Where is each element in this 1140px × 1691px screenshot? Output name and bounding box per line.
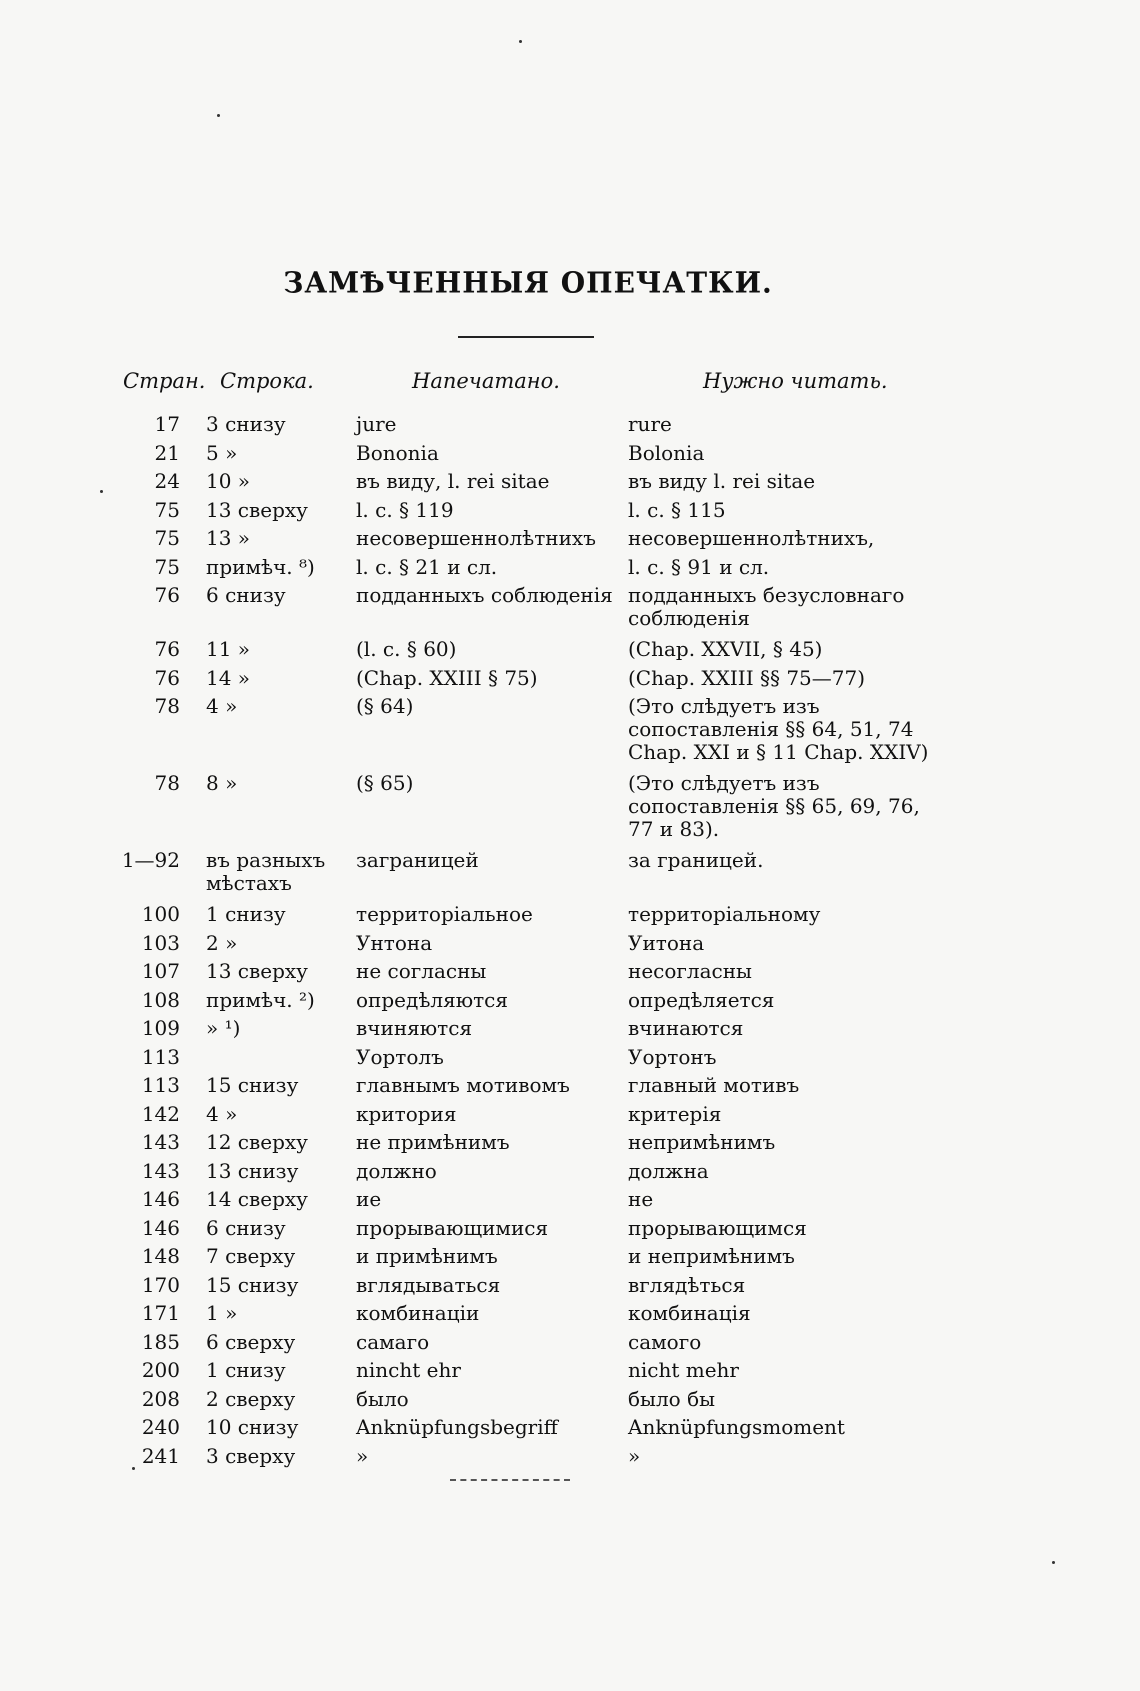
cell-printed: главнымъ мотивомъ xyxy=(356,1073,570,1097)
cell-page: 107 xyxy=(141,959,180,983)
cell-correct: Уитона xyxy=(628,930,705,955)
cell-printed: несовершеннолѣтнихъ xyxy=(356,526,596,550)
cell-page: 103 xyxy=(141,930,180,955)
cell-line: примѣч. ⁸) xyxy=(206,554,315,579)
cell-correct: вглядѣться xyxy=(628,1272,746,1297)
table-row xyxy=(108,1245,942,1274)
cell-printed: прорывающимися xyxy=(356,1215,549,1240)
cell-line: 10 » xyxy=(206,469,251,493)
cell-page: 143 xyxy=(141,1130,180,1154)
cell-page: 148 xyxy=(141,1244,180,1268)
cell-page: 76 xyxy=(154,665,180,690)
table-row xyxy=(108,1359,942,1388)
cell-correct: вчинаются xyxy=(628,1016,744,1040)
cell-line: 13 сверху xyxy=(206,959,308,983)
scan-speck xyxy=(132,1467,135,1470)
cell-correct: (Это слѣдуетъ изъ сопоставленія §§ 65, 69, 76, 77 и 83). xyxy=(628,771,920,841)
table-row xyxy=(108,527,942,556)
cell-line: 14 сверху xyxy=(206,1187,308,1211)
table-row xyxy=(108,960,942,989)
table-row xyxy=(108,442,942,471)
cell-correct: nicht mehr xyxy=(628,1358,739,1382)
table-row xyxy=(108,989,942,1018)
errata-table xyxy=(108,413,942,1473)
cell-printed: опредѣляются xyxy=(356,987,509,1012)
cell-page: 78 xyxy=(154,771,180,795)
cell-correct: должна xyxy=(628,1158,709,1183)
cell-correct: было бы xyxy=(628,1386,716,1411)
title-divider xyxy=(458,336,594,338)
cell-correct: rure xyxy=(628,412,672,436)
cell-page: 17 xyxy=(154,412,180,436)
table-row xyxy=(108,1388,942,1417)
cell-printed: вчиняются xyxy=(356,1016,473,1040)
header-printed: Напечатано. xyxy=(412,369,560,393)
scan-speck xyxy=(1052,1561,1055,1564)
cell-printed: подданныхъ соблюденія xyxy=(356,583,613,607)
cell-printed: Anknüpfungsbegriff xyxy=(356,1415,558,1439)
cell-printed: Bononia xyxy=(356,440,439,465)
cell-line: 5 » xyxy=(206,440,238,465)
cell-printed: комбинаціи xyxy=(356,1301,480,1325)
cell-page: 171 xyxy=(141,1301,180,1325)
cell-page: 75 xyxy=(154,497,180,522)
cell-page: 200 xyxy=(141,1358,180,1382)
page-title: ЗАМѢЧЕННЫЯ ОПЕЧАТКИ. xyxy=(283,265,773,300)
cell-line: 4 » xyxy=(206,694,238,718)
cell-printed: Уортолъ xyxy=(356,1044,444,1069)
table-row xyxy=(108,903,942,932)
cell-line: 15 снизу xyxy=(206,1073,299,1097)
table-row xyxy=(108,667,942,696)
cell-correct: l. c. § 91 и сл. xyxy=(628,554,770,579)
cell-printed: вглядываться xyxy=(356,1272,501,1297)
cell-page: 208 xyxy=(141,1386,180,1411)
cell-correct: l. c. § 115 xyxy=(628,497,726,522)
table-row xyxy=(108,1188,942,1217)
cell-line: въ разныхъ мѣстахъ xyxy=(206,848,326,895)
table-row xyxy=(108,1074,942,1103)
cell-correct: въ виду l. rei sitae xyxy=(628,469,816,493)
scan-speck xyxy=(100,490,103,493)
cell-printed: l. c. § 21 и сл. xyxy=(356,554,498,579)
scan-speck xyxy=(519,40,522,43)
cell-printed: не согласны xyxy=(356,959,487,983)
cell-correct: несогласны xyxy=(628,959,752,983)
cell-line: 1 » xyxy=(206,1301,238,1325)
cell-printed: должно xyxy=(356,1158,437,1183)
cell-correct: за границей. xyxy=(628,848,764,872)
cell-correct: главный мотивъ xyxy=(628,1073,800,1097)
cell-line: 10 снизу xyxy=(206,1415,299,1439)
table-row xyxy=(108,584,942,638)
cell-correct: (Chap. XXIII §§ 75—77) xyxy=(628,665,866,690)
cell-correct: критерія xyxy=(628,1101,722,1126)
header-correct: Нужно читать. xyxy=(703,369,888,393)
table-row xyxy=(108,1274,942,1303)
cell-line: 11 » xyxy=(206,637,251,661)
table-row xyxy=(108,1017,942,1046)
cell-line xyxy=(198,1046,356,1075)
cell-correct: » xyxy=(628,1443,641,1468)
cell-page: 109 xyxy=(141,1016,180,1040)
cell-page: 78 xyxy=(154,694,180,718)
cell-correct: (Это слѣдуетъ изъ сопоставленія §§ 64, 51, 74 Chap. XXI и § 11 Chap. XXIV) xyxy=(628,694,929,764)
cell-page: 21 xyxy=(154,440,180,465)
cell-line: 3 сверху xyxy=(206,1443,296,1468)
cell-page: 185 xyxy=(141,1329,180,1354)
cell-printed: jure xyxy=(356,412,397,436)
cell-printed: (§ 64) xyxy=(356,694,414,718)
cell-page: 1—92 xyxy=(121,848,180,872)
table-row xyxy=(108,556,942,585)
table-row xyxy=(108,413,942,442)
cell-printed: (§ 65) xyxy=(356,771,414,795)
cell-line: 1 снизу xyxy=(206,1358,286,1382)
bottom-divider xyxy=(450,1479,570,1481)
cell-line: 7 сверху xyxy=(206,1244,296,1268)
cell-page: 75 xyxy=(154,554,180,579)
cell-printed: (Chap. XXIII § 75) xyxy=(356,665,538,690)
table-row xyxy=(108,1046,942,1075)
cell-printed: ninсht ehr xyxy=(356,1358,461,1382)
cell-line: 12 сверху xyxy=(206,1130,308,1154)
table-row xyxy=(108,1217,942,1246)
cell-line: 8 » xyxy=(206,771,238,795)
cell-line: 6 снизу xyxy=(206,583,286,607)
cell-page: 146 xyxy=(141,1215,180,1240)
cell-line: 3 снизу xyxy=(206,412,286,436)
cell-printed: (l. c. § 60) xyxy=(356,637,457,661)
cell-printed: территоріальное xyxy=(356,902,533,926)
cell-correct: опредѣляется xyxy=(628,987,775,1012)
cell-correct: Anknüpfungsmoment xyxy=(628,1415,845,1439)
cell-line: 6 снизу xyxy=(206,1215,286,1240)
cell-correct: несовершеннолѣтнихъ, xyxy=(628,526,875,550)
cell-page: 170 xyxy=(141,1272,180,1297)
cell-line: 13 » xyxy=(206,526,251,550)
cell-printed: и примѣнимъ xyxy=(356,1244,498,1268)
table-row xyxy=(108,849,942,903)
header-page: Стран. xyxy=(123,369,206,393)
cell-line: примѣч. ²) xyxy=(206,987,315,1012)
cell-printed: въ виду, l. rei sitae xyxy=(356,469,550,493)
cell-page: 146 xyxy=(141,1187,180,1211)
cell-correct: не xyxy=(628,1187,654,1211)
cell-line: 2 сверху xyxy=(206,1386,296,1411)
cell-page: 143 xyxy=(141,1158,180,1183)
table-row xyxy=(108,1445,942,1474)
cell-line: 2 » xyxy=(206,930,238,955)
cell-printed: критория xyxy=(356,1101,457,1126)
cell-printed: не примѣнимъ xyxy=(356,1130,510,1154)
cell-printed: было xyxy=(356,1386,409,1411)
table-row xyxy=(108,932,942,961)
cell-page: 113 xyxy=(141,1044,180,1069)
cell-page: 142 xyxy=(141,1101,180,1126)
cell-correct: территоріальному xyxy=(628,902,821,926)
table-row xyxy=(108,470,942,499)
cell-correct: Bolonia xyxy=(628,440,705,465)
cell-printed: l. c. § 119 xyxy=(356,497,454,522)
cell-line: 15 снизу xyxy=(206,1272,299,1297)
cell-line: 6 сверху xyxy=(206,1329,296,1354)
cell-page: 100 xyxy=(141,902,180,926)
cell-correct: прорывающимся xyxy=(628,1215,807,1240)
header-line: Строка. xyxy=(220,369,314,393)
table-row xyxy=(108,1416,942,1445)
table-row xyxy=(108,1131,942,1160)
cell-page: 76 xyxy=(154,637,180,661)
table-row xyxy=(108,772,942,849)
cell-correct: Уортонъ xyxy=(628,1044,717,1069)
scan-speck xyxy=(217,114,220,117)
cell-page: 240 xyxy=(141,1415,180,1439)
cell-printed: заграницей xyxy=(356,848,479,872)
table-row xyxy=(108,1103,942,1132)
cell-line: 13 сверху xyxy=(206,497,308,522)
cell-line: 1 снизу xyxy=(206,902,286,926)
cell-correct: комбинація xyxy=(628,1301,751,1325)
cell-page: 241 xyxy=(141,1443,180,1468)
cell-page: 108 xyxy=(141,987,180,1012)
cell-printed: ие xyxy=(356,1187,382,1211)
cell-correct: непримѣнимъ xyxy=(628,1130,776,1154)
cell-correct: самого xyxy=(628,1329,702,1354)
table-row xyxy=(108,499,942,528)
table-row xyxy=(108,1160,942,1189)
cell-page: 75 xyxy=(154,526,180,550)
cell-printed: Унтона xyxy=(356,930,433,955)
cell-line: 13 снизу xyxy=(206,1158,299,1183)
cell-correct: (Chap. XXVII, § 45) xyxy=(628,637,823,661)
cell-correct: и непримѣнимъ xyxy=(628,1244,795,1268)
cell-page: 24 xyxy=(154,469,180,493)
cell-page: 76 xyxy=(154,583,180,607)
table-row xyxy=(108,638,942,667)
cell-line: » ¹) xyxy=(206,1016,241,1040)
table-row xyxy=(108,1331,942,1360)
table-row xyxy=(108,695,942,772)
cell-page: 113 xyxy=(141,1073,180,1097)
cell-printed: » xyxy=(356,1443,369,1468)
cell-correct: подданныхъ безусловнаго соблюденія xyxy=(628,583,905,630)
cell-printed: самаго xyxy=(356,1329,430,1354)
cell-line: 14 » xyxy=(206,665,251,690)
table-row xyxy=(108,1302,942,1331)
cell-line: 4 » xyxy=(206,1101,238,1126)
